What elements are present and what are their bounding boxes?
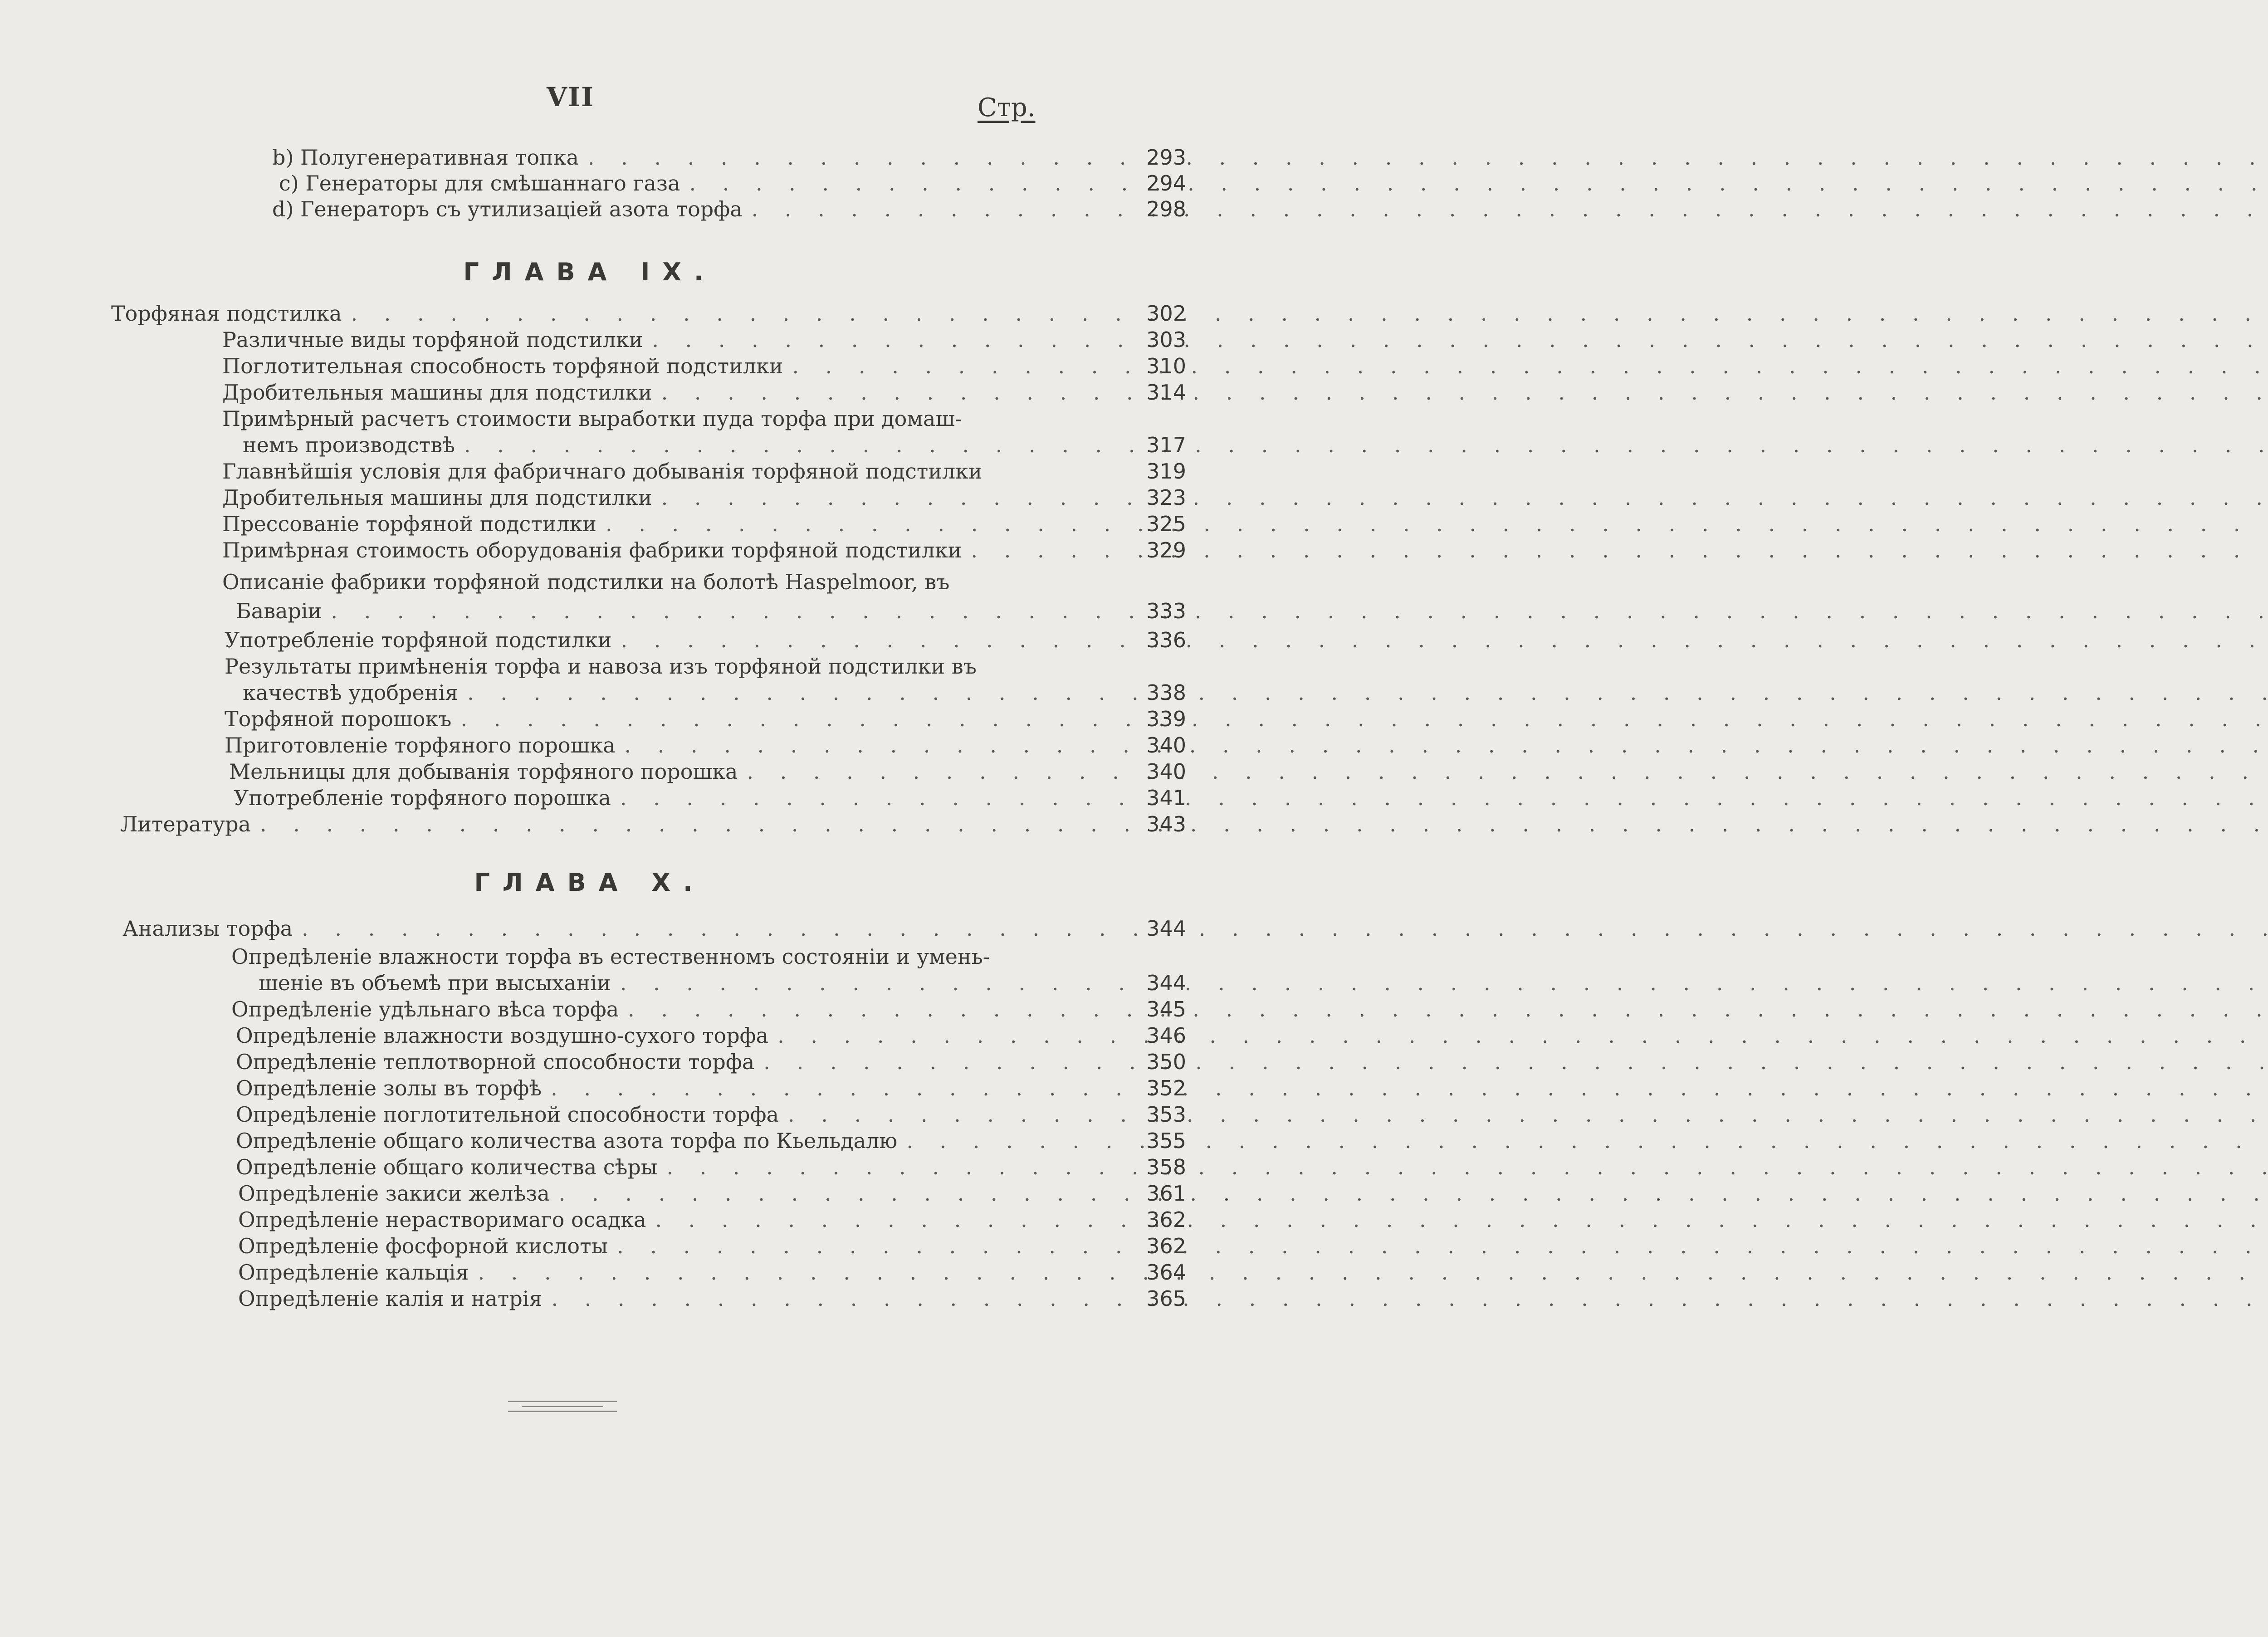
toc-entry[interactable] [238, 1259, 1186, 1285]
toc-entry[interactable] [222, 537, 1186, 563]
toc-entry-page: 302 [1146, 301, 1186, 326]
toc-entry[interactable] [222, 327, 1186, 353]
toc-entry[interactable] [236, 1128, 1186, 1154]
toc-entry-title: Опредѣленіе нерастворимаго осадка [238, 1207, 646, 1232]
toc-entry[interactable] [222, 484, 1186, 511]
toc-entry-title: Поглотительная способность торфяной подстилки [222, 354, 783, 378]
toc-entry[interactable] [238, 1207, 1186, 1233]
toc-entry[interactable] [225, 732, 1186, 758]
toc-entry-page: 303 [1146, 327, 1186, 352]
toc-entry-title: Главнѣйшія условія для фабричнаго добыванія торфяной подстилки [222, 459, 982, 484]
toc-entry-title-line1: Опредѣленіе влажности торфа въ естественномъ состояніи и умень- [231, 944, 990, 969]
toc-entry-page: 365 [1146, 1286, 1186, 1311]
toc-entry-title-line2: качествѣ удобренія [243, 680, 459, 705]
toc-entry-title: Опредѣленіе фосфорной кислоты [238, 1234, 608, 1258]
toc-entry[interactable] [238, 1233, 1186, 1259]
page-number: VII [547, 82, 595, 112]
toc-entry-page: 361 [1146, 1181, 1186, 1206]
toc-entry-page: 343 [1146, 812, 1186, 836]
toc-entry-title: Торфяной порошокъ [225, 707, 452, 731]
toc-entry[interactable] [236, 1075, 1186, 1101]
toc-entry-page: 317 [1146, 433, 1186, 457]
toc-entry-title: Опредѣленіе кальція [238, 1260, 469, 1285]
toc-entry[interactable] [222, 379, 1186, 406]
toc-entry-title: Дробительныя машины для подстилки [222, 380, 652, 405]
toc-entry-title: Литература [120, 812, 251, 836]
toc-entry[interactable] [243, 432, 1186, 458]
toc-entry[interactable] [238, 1180, 1186, 1207]
toc-entry-page: 346 [1146, 1023, 1186, 1048]
toc-entry-page: 344 [1146, 971, 1186, 995]
toc-entry-title: d) Генераторъ съ утилизаціей азота торфа [272, 197, 743, 221]
toc-entry[interactable] [231, 996, 1186, 1022]
toc-entry-page: 310 [1146, 354, 1186, 378]
toc-entry-title: Прессованіе торфяной подстилки [222, 512, 596, 536]
toc-entry[interactable] [236, 1101, 1186, 1128]
toc-entry-page: 364 [1146, 1260, 1186, 1285]
toc-entry-page: 329 [1146, 538, 1186, 562]
toc-entry-page: 319 [1146, 459, 1186, 484]
toc-entry[interactable] [243, 679, 1186, 706]
toc-entry[interactable] [229, 758, 1186, 785]
toc-entry-title-line1: Примѣрный расчетъ стоимости выработки пуда торфа при домаш- [222, 406, 962, 431]
toc-entry-title-line1: Результаты примѣненія торфа и навоза изъ торфяной подстилки въ [225, 654, 977, 679]
toc-entry-page: 298 [1146, 197, 1186, 221]
toc-entry-page: 362 [1146, 1234, 1186, 1258]
toc-entry[interactable] [120, 811, 1186, 837]
toc-entry[interactable] [222, 458, 1186, 484]
toc-entry-title: Различные виды торфяной подстилки [222, 327, 643, 352]
toc-entry[interactable] [272, 144, 1186, 171]
toc-entry-page: 355 [1146, 1129, 1186, 1153]
toc-entry-title: Опредѣленіе общаго количества азота торфа по Кьельдалю [236, 1129, 898, 1153]
toc-entry[interactable] [111, 300, 1186, 327]
toc-entry-page: 336 [1146, 628, 1186, 652]
toc-entry-title-line2: шеніе въ объемѣ при высыханіи [259, 971, 611, 995]
toc-entry[interactable] [236, 1022, 1186, 1049]
toc-entry-page: 340 [1146, 733, 1186, 757]
toc-entry-title-line1: Описаніе фабрики торфяной подстилки на болотѣ Haspelmoor, въ [222, 570, 950, 594]
toc-entry-page: 352 [1146, 1076, 1186, 1100]
toc-entry-page: 333 [1146, 599, 1186, 623]
toc-entry[interactable] [279, 170, 1186, 196]
toc-entry-title: Употребленіе торфяной подстилки [225, 628, 612, 652]
toc-entry-title: Торфяная подстилка [111, 301, 342, 326]
toc-entry-title: Опредѣленіе влажности воздушно-сухого торфа [236, 1023, 769, 1048]
toc-entry[interactable] [122, 915, 1186, 942]
toc-entry-title: b) Полугенеративная топка [272, 145, 579, 170]
toc-entry-page: 338 [1146, 680, 1186, 705]
toc-entry[interactable] [236, 1049, 1186, 1075]
chapter-heading-10: ГЛАВА X. [474, 868, 705, 897]
toc-entry-page: 362 [1146, 1207, 1186, 1232]
toc-entry-page: 314 [1146, 380, 1186, 405]
toc-entry-page: 339 [1146, 707, 1186, 731]
chapter-heading-9: ГЛАВА IX. [463, 258, 716, 286]
toc-entry-title: Анализы торфа [122, 916, 293, 941]
toc-entry[interactable] [225, 627, 1186, 653]
toc-entry[interactable] [222, 353, 1186, 379]
toc-entry-title: c) Генераторы для смѣшаннаго газа [279, 171, 680, 195]
toc-entry-title-line2: немъ производствѣ [243, 433, 455, 457]
toc-entry-title: Примѣрная стоимость оборудованія фабрики торфяной подстилки [222, 538, 962, 562]
toc-entry-page: 325 [1146, 512, 1186, 536]
toc-entry[interactable] [234, 785, 1186, 811]
toc-entry-title: Мельницы для добыванія торфяного порошка [229, 759, 738, 784]
toc-entry-page: 293 [1146, 145, 1186, 170]
toc-entry-page: 341 [1146, 786, 1186, 810]
end-rule [508, 1401, 617, 1402]
toc-entry-page: 345 [1146, 997, 1186, 1021]
toc-entry-page: 350 [1146, 1050, 1186, 1074]
toc-entry[interactable] [238, 1285, 1186, 1312]
toc-entry-title-line2: Баваріи [236, 599, 322, 623]
toc-entry-title: Опредѣленіе закиси желѣза [238, 1181, 550, 1206]
toc-entry-title: Опредѣленіе поглотительной способности торфа [236, 1102, 779, 1127]
toc-entry-page: 340 [1146, 759, 1186, 784]
toc-entry[interactable] [225, 706, 1186, 732]
toc-entry[interactable] [236, 1154, 1186, 1180]
toc-entry-page: 344 [1146, 916, 1186, 941]
end-rule [508, 1411, 617, 1412]
toc-entry-title: Приготовленіе торфяного порошка [225, 733, 616, 757]
toc-entry-title: Дробительныя машины для подстилки [222, 485, 652, 510]
page-column-label: Стр. [978, 93, 1036, 122]
toc-entry[interactable] [272, 196, 1186, 222]
toc-entry-page: 353 [1146, 1102, 1186, 1127]
toc-entry[interactable] [236, 598, 1186, 624]
toc-entry-page: 323 [1146, 485, 1186, 510]
toc-entry-title: Опредѣленіе общаго количества сѣры [236, 1155, 658, 1179]
toc-entry[interactable] [259, 970, 1186, 996]
end-rule [522, 1406, 603, 1407]
toc-entry[interactable] [222, 511, 1186, 537]
toc-entry-title: Опредѣленіе калія и натрія [238, 1286, 543, 1311]
toc-entry-title: Опредѣленіе теплотворной способности торфа [236, 1050, 755, 1074]
toc-entry-title: Опредѣленіе золы въ торфѣ [236, 1076, 542, 1100]
toc-entry-page: 294 [1146, 171, 1186, 195]
toc-entry-title: Употребленіе торфяного порошка [234, 786, 611, 810]
toc-entry-title: Опредѣленіе удѣльнаго вѣса торфа [231, 997, 619, 1021]
toc-entry-page: 358 [1146, 1155, 1186, 1179]
